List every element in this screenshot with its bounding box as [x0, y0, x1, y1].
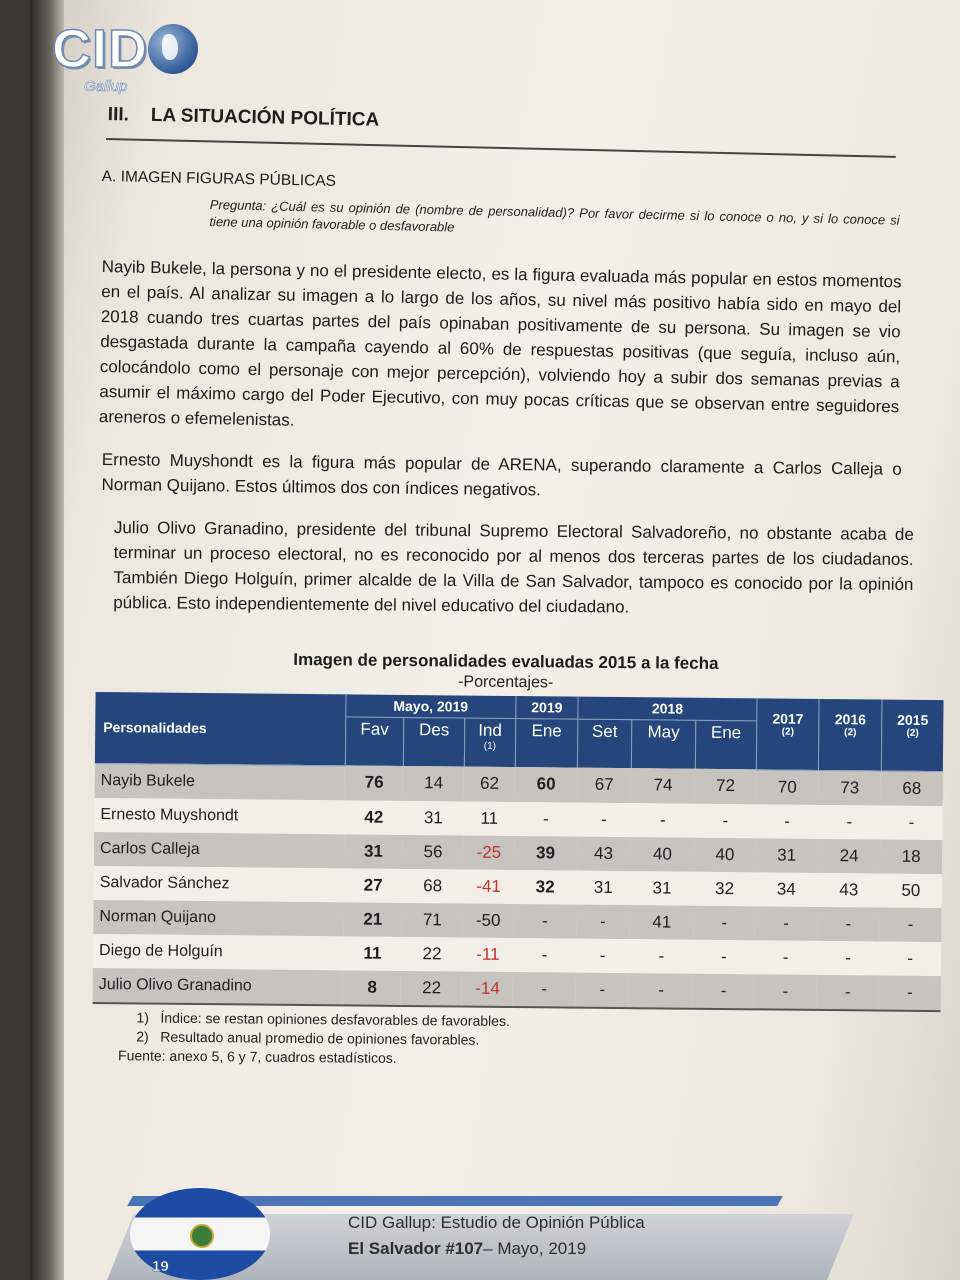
note-1-key: 1)	[136, 1008, 149, 1026]
cell-ene18: -	[693, 973, 754, 1009]
logo-subtext: Gallup	[84, 78, 128, 95]
cell-ind: -11	[462, 937, 513, 971]
header-des: Des	[403, 717, 464, 766]
book-spine-shadow	[30, 0, 64, 1280]
cell-y2015: 50	[880, 873, 942, 908]
header-ind-label: Ind	[478, 720, 502, 740]
row-name: Carlos Calleja	[94, 831, 345, 867]
cell-may18: -	[629, 939, 693, 974]
note-1-text: Índice: se restan opiniones desfavorables de favorables.	[160, 1009, 510, 1029]
footer-line-2	[348, 1236, 645, 1262]
table-subtitle: -Porcentajes-	[458, 673, 554, 692]
cell-y2015: -	[879, 941, 941, 976]
header-ene-2018: Ene	[695, 720, 757, 769]
note-2-key: 2)	[136, 1027, 149, 1045]
cell-y2016: 43	[817, 872, 880, 907]
cell-fav: 76	[345, 765, 403, 800]
cell-ene18: -	[693, 939, 754, 974]
heading-rule	[106, 138, 896, 158]
cell-set18: 43	[577, 836, 631, 871]
cell-ind: -41	[463, 869, 514, 903]
cell-fav: 42	[345, 800, 403, 835]
footer-line-1: CID Gallup: Estudio de Opinión Pública	[348, 1213, 645, 1232]
cell-ind: -14	[462, 971, 513, 1006]
cell-ene19: 39	[514, 836, 577, 871]
row-name: Ernesto Muyshondt	[94, 797, 345, 833]
section-title: LA SITUACIÓN POLÍTICA	[150, 104, 380, 131]
paragraph-1: Nayib Bukele, la persona y no el presidente electo, es la figura evaluada más popular en estos momentos en el país. Al analizar su imagen a lo largo de los años, su nivel más positivo había sido en mayo del 2018 cuando tres cuartas partes del país opinaban positivamente de su persona. Su imagen se vio desgastada durante la campaña cayendo al 60% de respuestas positivas (que seguía, incluso aún, colocándolo como el personaje con mejor percepción), volviendo hoy a subir dos semanas previas a asumir el máximo cargo del Poder Ejecutivo, con muy pocas críticas que se observan entre seguidores areneros o efemelenistas.	[98, 256, 902, 430]
cell-ind: 62	[464, 767, 515, 802]
cell-ind: 11	[464, 801, 515, 835]
personalities-table-section	[92, 648, 956, 1073]
subsection-heading: A. IMAGEN FIGURAS PÚBLICAS	[101, 167, 337, 190]
cell-fav: 11	[343, 936, 401, 971]
footer-line-2-bold: El Salvador #107	[348, 1239, 484, 1258]
cell-set18: -	[577, 802, 631, 837]
cell-fav: 31	[344, 834, 402, 869]
header-ene-2019: Ene	[515, 719, 578, 768]
cell-ene19: -	[513, 938, 576, 973]
cell-ene19: -	[513, 972, 576, 1008]
document-page	[30, 0, 960, 1280]
cell-des: 56	[402, 834, 463, 869]
cell-ene19: 60	[515, 767, 578, 802]
header-2016-note: (2)	[844, 727, 857, 739]
cell-fav: 21	[344, 902, 402, 937]
row-name: Norman Quijano	[93, 899, 344, 935]
cell-des: 68	[402, 868, 463, 903]
flag-emblem-icon	[190, 1224, 214, 1248]
cell-ind: -25	[463, 835, 514, 869]
header-2015-note: (2)	[906, 727, 919, 739]
survey-question: Pregunta: ¿Cuál es su opinión de (nombre de personalidad)? Por favor decirme si lo conoce o no, y si lo conoce si tiene una opinión favorable o desfavorable	[209, 196, 900, 235]
cell-ene19: -	[513, 904, 576, 939]
cell-des: 14	[403, 766, 464, 801]
row-name: Salvador Sánchez	[94, 865, 345, 901]
cell-y2015: 68	[881, 771, 943, 806]
table-body	[93, 763, 943, 1011]
footer-line-2-rest: – Mayo, 2019	[483, 1239, 587, 1258]
cell-des: 71	[402, 902, 463, 937]
header-group-2019: 2019	[516, 696, 579, 719]
cell-may18: 41	[630, 905, 694, 940]
cell-set18: -	[576, 904, 630, 939]
cell-y2017: 31	[755, 838, 818, 873]
cell-set18: -	[576, 938, 630, 973]
cell-may18: 40	[630, 837, 694, 872]
header-personalidades: Personalidades	[95, 692, 346, 765]
logo-text: CID	[52, 19, 148, 79]
cell-may18: 31	[630, 871, 694, 906]
cell-ene18: -	[695, 803, 756, 838]
header-may-2018: May	[631, 720, 695, 769]
cell-fav: 8	[343, 970, 401, 1006]
paragraph-2: Ernesto Muyshondt es la figura más popular de ARENA, superando claramente a Carlos Calleja o Norman Quijano. Estos últimos dos con índices negativos.	[101, 449, 902, 500]
header-fav: Fav	[345, 717, 404, 766]
table-source: Fuente: anexo 5, 6 y 7, cuadros estadísticos.	[118, 1046, 397, 1066]
cell-ind: -50	[463, 903, 514, 937]
section-number: III.	[107, 104, 130, 126]
table-title: Imagen de personalidades evaluadas 2015 a la fecha	[293, 649, 719, 673]
header-set-2018: Set	[578, 719, 632, 768]
cell-fav: 27	[344, 868, 402, 903]
cell-des: 22	[401, 970, 462, 1006]
el-salvador-flag-icon	[130, 1188, 270, 1280]
header-2015-label: 2015	[897, 711, 929, 728]
cell-y2016: -	[817, 906, 880, 941]
cell-y2017: -	[754, 974, 817, 1010]
note-2-text: Resultado anual promedio de opiniones favorables.	[160, 1028, 480, 1048]
header-group-mayo-2019: Mayo, 2019	[346, 694, 516, 718]
cell-y2015: 18	[880, 839, 942, 874]
cell-ene19: 32	[514, 870, 577, 905]
cell-y2017: 34	[755, 872, 818, 907]
row-name: Julio Olivo Granadino	[93, 967, 344, 1004]
header-group-2018: 2018	[578, 697, 757, 721]
table-notes	[118, 1008, 953, 1073]
cell-may18: 74	[631, 768, 695, 803]
cell-y2016: 73	[818, 770, 881, 805]
header-ind	[464, 718, 515, 767]
cell-y2016: -	[816, 974, 879, 1010]
cell-y2016: -	[817, 940, 880, 975]
header-2016-label: 2016	[834, 711, 867, 728]
cell-ene18: 32	[694, 871, 755, 906]
cell-ene18: 40	[694, 837, 755, 872]
footer-text	[348, 1210, 645, 1262]
header-2016	[819, 699, 882, 771]
cell-y2015: -	[880, 805, 942, 840]
cell-des: 22	[401, 936, 462, 971]
cell-y2017: -	[755, 906, 818, 941]
cell-y2016: -	[818, 804, 881, 839]
header-2017-label: 2017	[772, 710, 804, 727]
paragraph-3: Julio Olivo Granadino, presidente del tribunal Supremo Electoral Salvadoreño, no obstante acaba de terminar un proceso electoral, no es reconocido por al menos dos terceras partes de los ciudadanos. También Diego Holguín, primer alcalde de la Villa de San Salvador, tampoco es conocido por la opinión pública. Esto independientemente del nivel educativo del ciudadano.	[113, 517, 914, 617]
cell-y2016: 24	[818, 838, 881, 873]
row-name: Nayib Bukele	[95, 763, 346, 800]
globe-icon	[148, 24, 198, 74]
cell-des: 31	[403, 800, 464, 835]
personalities-table	[93, 692, 944, 1012]
cell-set18: 67	[577, 768, 631, 803]
header-2015	[881, 700, 943, 772]
cell-set18: -	[575, 972, 629, 1008]
cell-ene18: -	[694, 905, 755, 940]
row-name: Diego de Holguín	[93, 933, 344, 969]
table-row	[93, 967, 941, 1010]
cell-may18: -	[629, 973, 693, 1009]
header-ind-note: (1)	[483, 740, 497, 752]
cell-set18: 31	[576, 870, 630, 905]
cell-ene18: 72	[695, 769, 756, 804]
cell-y2015: -	[879, 975, 941, 1011]
cell-y2017: -	[756, 804, 819, 839]
page-number: 19	[152, 1258, 169, 1275]
cell-y2017: 70	[756, 769, 819, 804]
header-2017	[756, 698, 819, 770]
cell-ene19: -	[514, 802, 577, 837]
cell-y2015: -	[880, 907, 942, 942]
header-2017-note: (2)	[781, 726, 794, 738]
cell-y2017: -	[754, 940, 817, 975]
cell-may18: -	[631, 803, 695, 838]
